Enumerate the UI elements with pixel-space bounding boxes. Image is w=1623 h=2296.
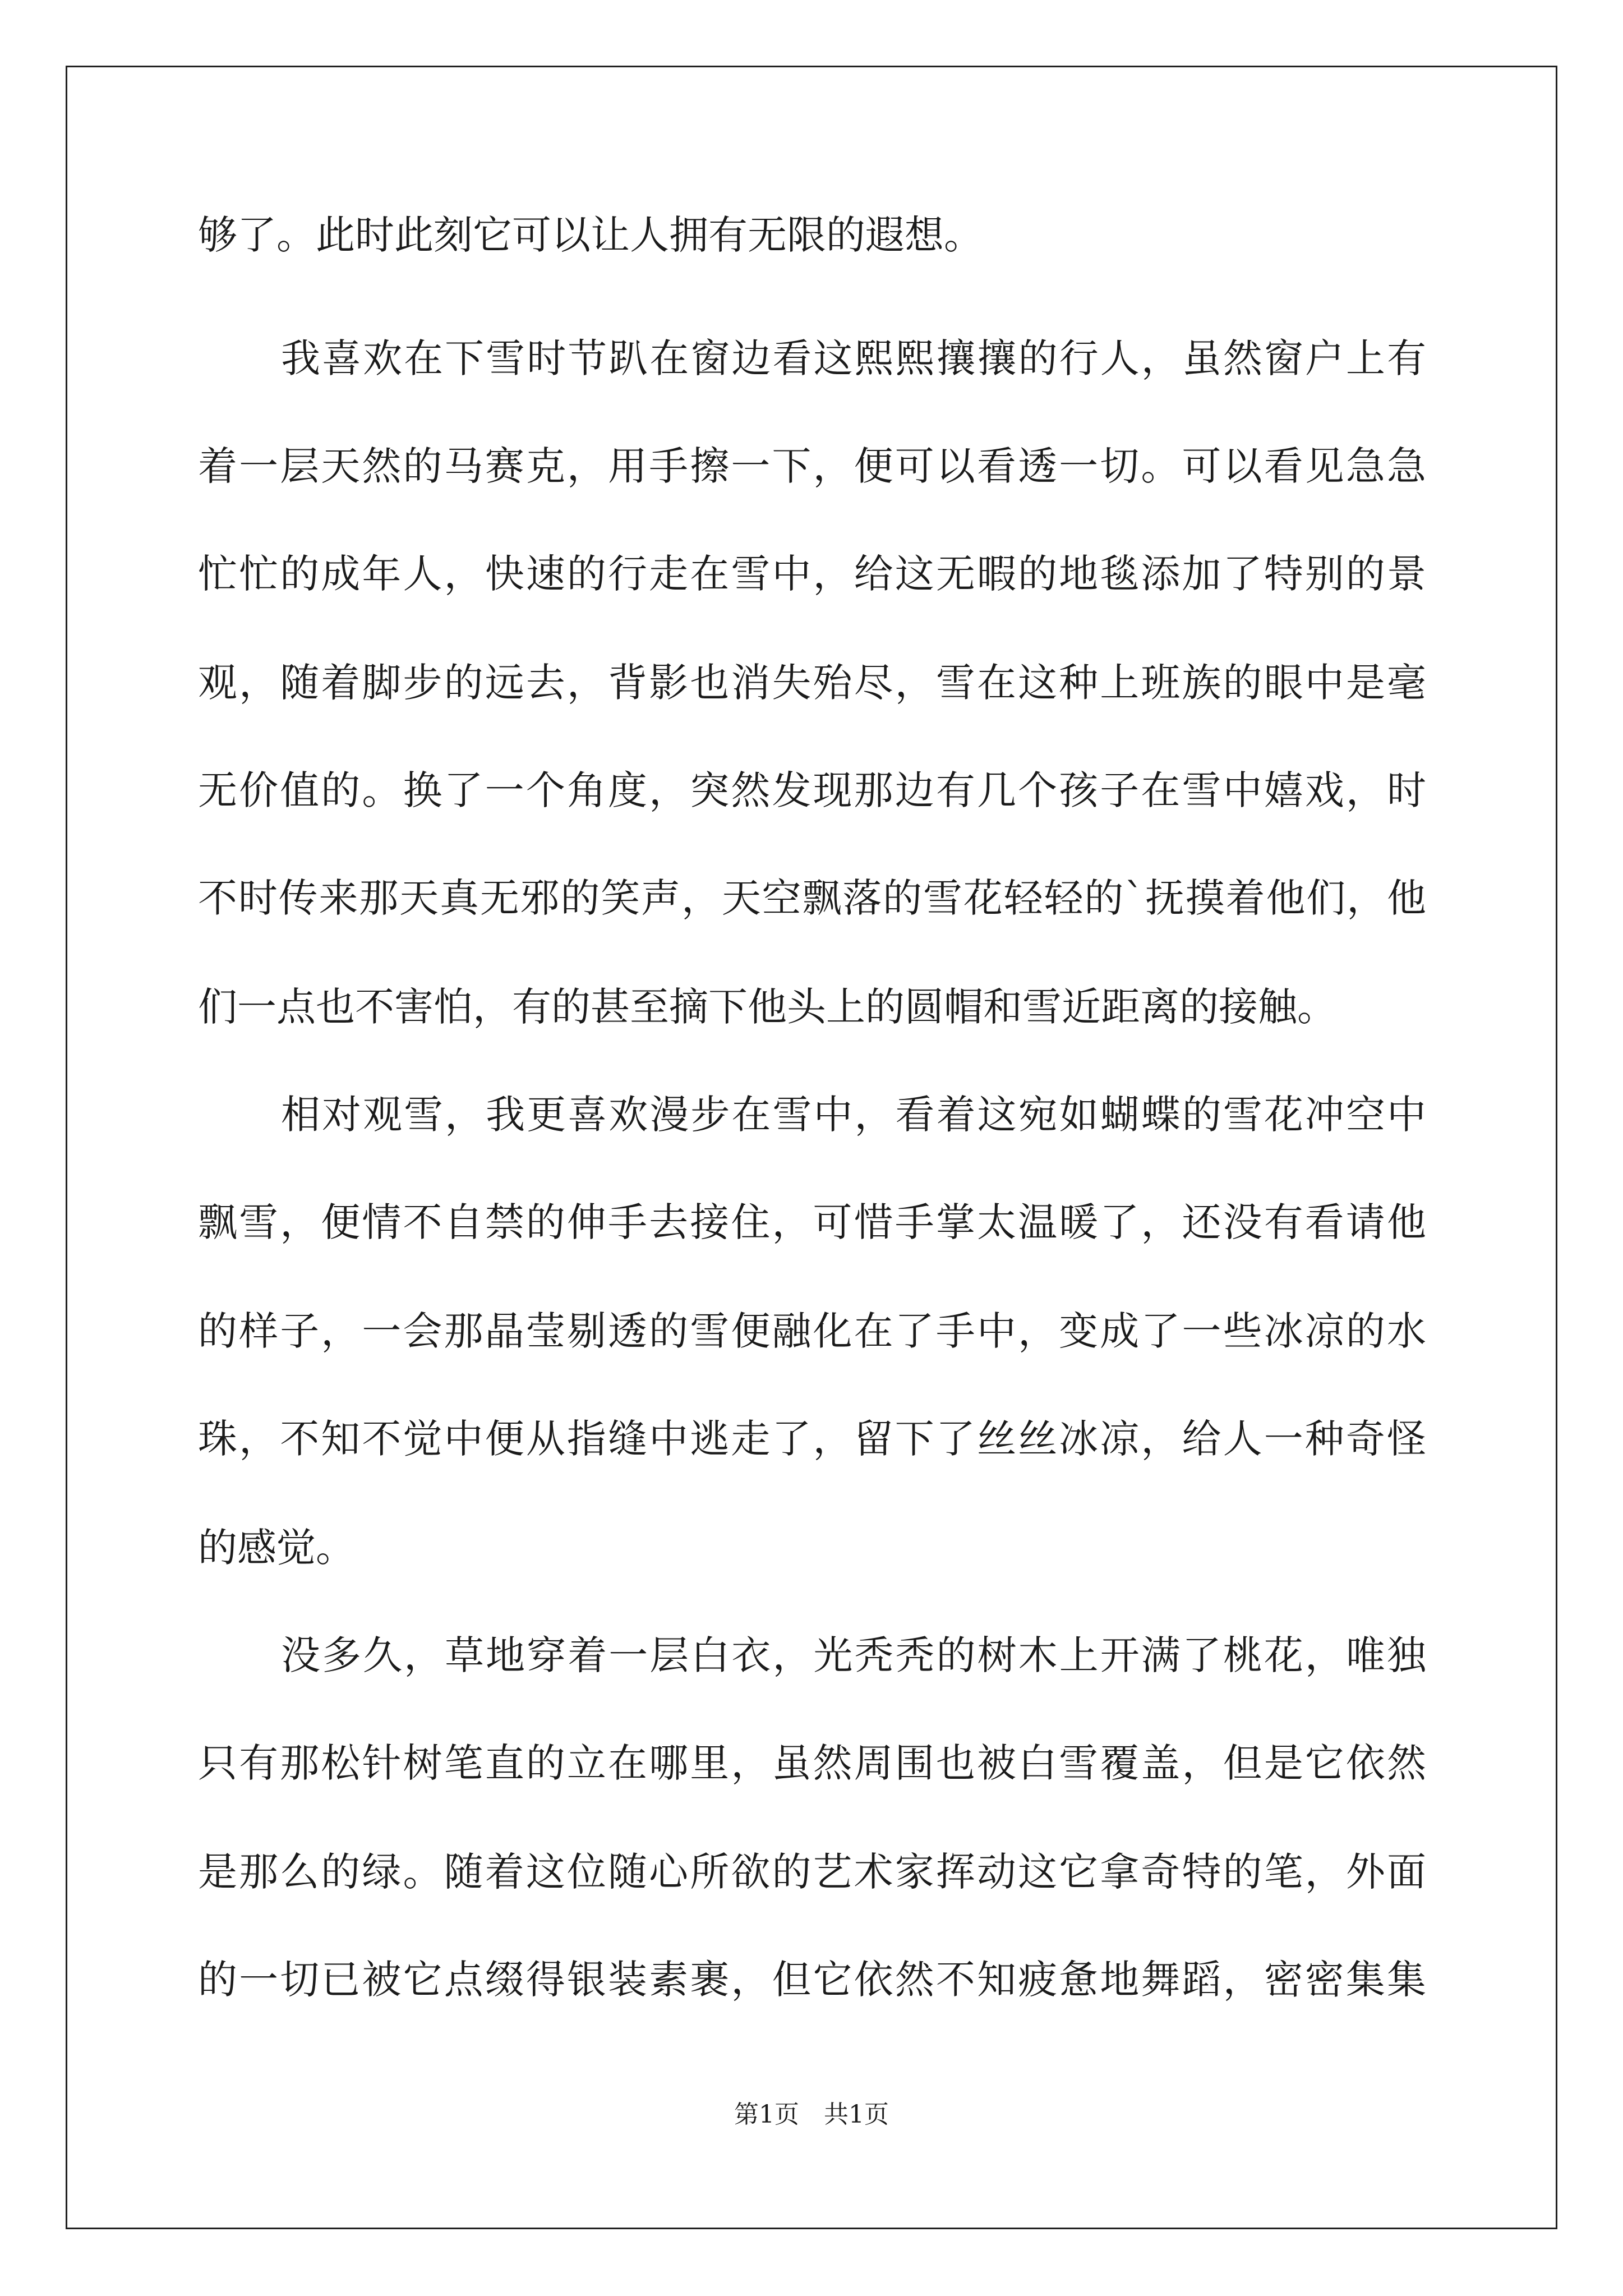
paragraph-first-line: 相对观雪，我更喜欢漫步在雪中，看着这宛如蝴蝶的雪花冲空中 [281, 1092, 1426, 1138]
text-line: 珠，不知不觉中便从指缝中逃走了，留下了丝丝冰凉，给人一种奇怪 [198, 1416, 1426, 1462]
paragraph-first-line: 我喜欢在下雪时节趴在窗边看这熙熙攘攘的行人，虽然窗户上有 [281, 335, 1426, 381]
text-line: 飘雪，便情不自禁的伸手去接住，可惜手掌太温暖了，还没有看请他 [198, 1199, 1426, 1245]
text-line: 观，随着脚步的远去，背影也消失殆尽，雪在这种上班族的眼中是毫 [198, 660, 1426, 706]
text-line: 是那么的绿。随着这位随心所欲的艺术家挥动这它拿奇特的笔，外面 [198, 1849, 1426, 1895]
text-line: 的一切已被它点缀得银装素裹，但它依然不知疲惫地舞蹈，密密集集 [198, 1957, 1426, 2003]
text-line: 只有那松针树笔直的立在哪里，虽然周围也被白雪覆盖，但是它依然 [198, 1740, 1426, 1786]
page-border [66, 66, 1557, 2229]
paragraph-first-line: 没多久，草地穿着一层白衣，光秃秃的树木上开满了桃花，唯独 [281, 1632, 1426, 1678]
text-line: 不时传来那天真无邪的笑声，天空飘落的雪花轻轻的`抚摸着他们，他 [198, 875, 1426, 921]
text-line: 无价值的。换了一个角度，突然发现那边有几个孩子在雪中嬉戏，时 [198, 767, 1426, 813]
text-line: 的感觉。 [198, 1525, 355, 1571]
text-line: 的样子，一会那晶莹剔透的雪便融化在了手中，变成了一些冰凉的水 [198, 1308, 1426, 1354]
page-number-footer: 第1页 共1页 [734, 2100, 889, 2129]
text-line: 们一点也不害怕，有的甚至摘下他头上的圆帽和雪近距离的接触。 [198, 984, 1336, 1030]
text-line: 够了。此时此刻它可以让人拥有无限的遐想。 [198, 212, 983, 258]
text-line: 着一层天然的马赛克，用手擦一下，便可以看透一切。可以看见急急 [198, 443, 1426, 489]
text-line: 忙忙的成年人，快速的行走在雪中，给这无暇的地毯添加了特别的景 [198, 551, 1426, 597]
